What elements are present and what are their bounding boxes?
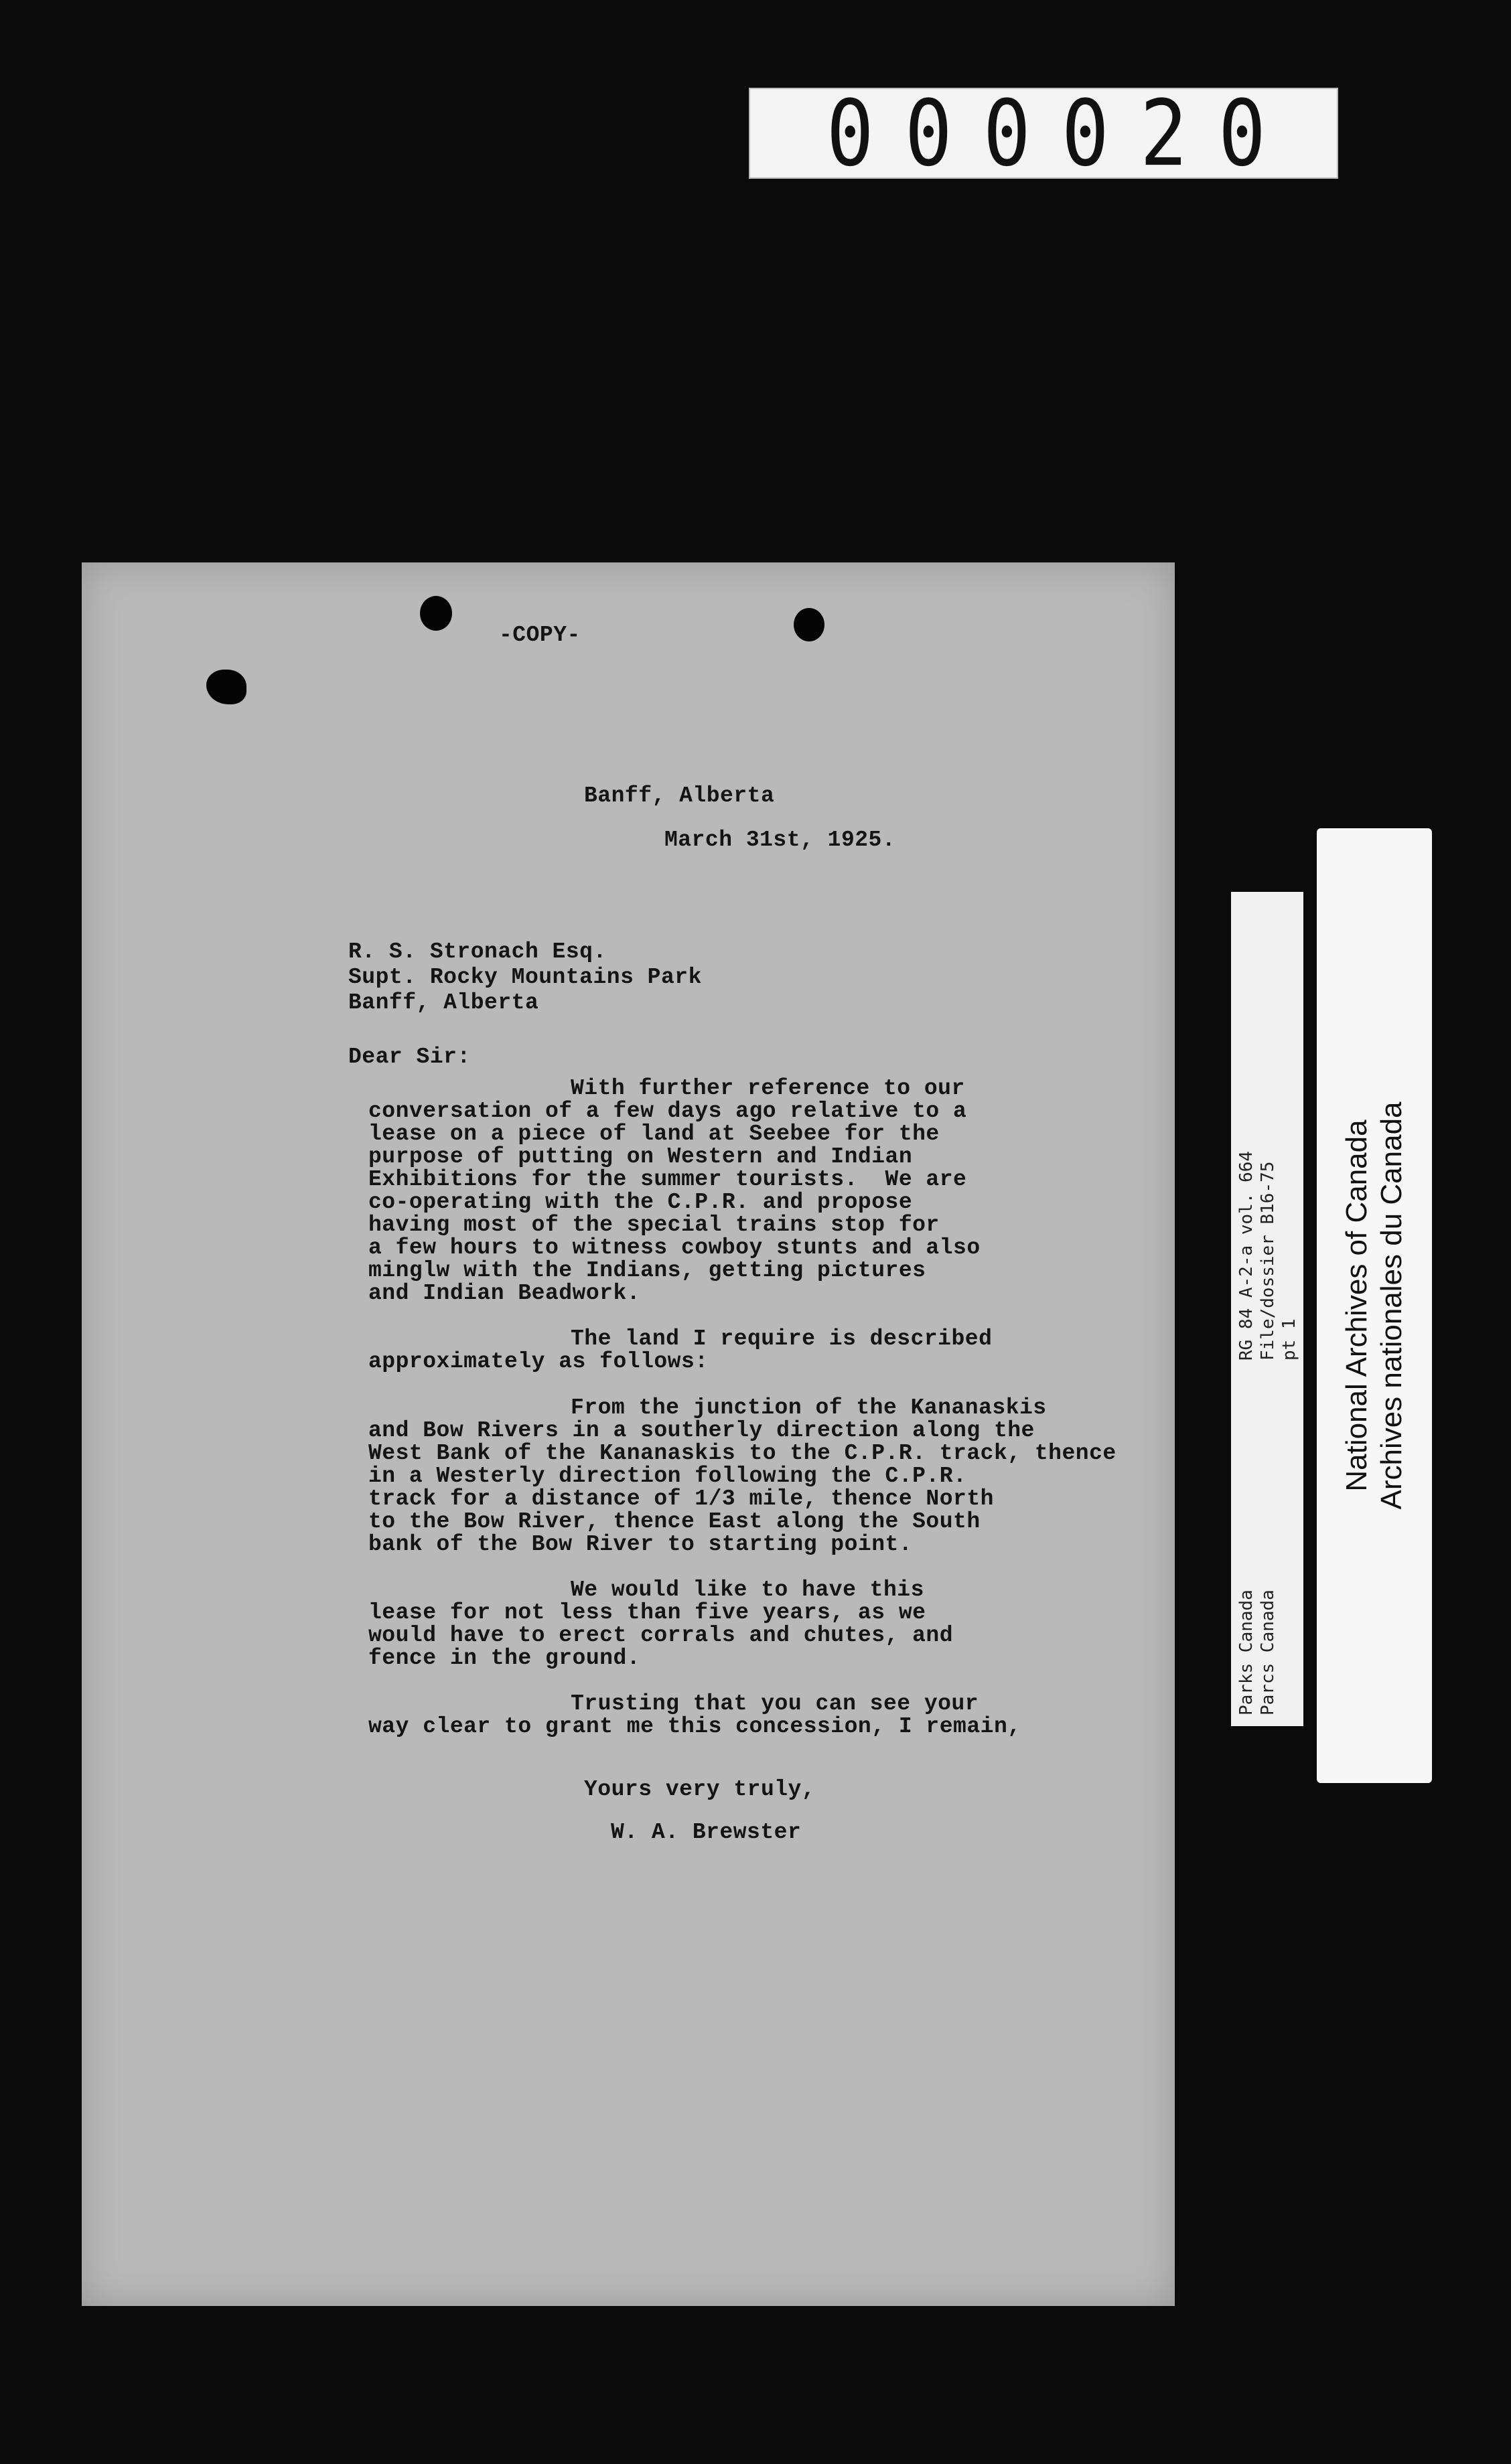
body-line: in a Westerly direction following the C.P.R. [368,1464,967,1488]
punch-hole-left [420,596,452,631]
body-line: fence in the ground. [368,1646,641,1671]
body-line: purpose of putting on Western and Indian [368,1144,913,1169]
body-line: minglw with the Indians, getting pictures [368,1258,926,1283]
body-line: would have to erect corrals and chutes, and [368,1623,954,1648]
recipient-line: Banff, Alberta [348,990,539,1015]
body-line: West Bank of the Kananaskis to the C.P.R. track, thence [368,1441,1117,1466]
ref-org-fr: Parcs Canada [1258,1590,1278,1715]
archive-name-en: National Archives of Canada [1340,1120,1373,1492]
body-line: bank of the Bow River to starting point. [368,1532,913,1557]
body-line: co-operating with the C.P.R. and propose [368,1190,913,1215]
body-line: The land I require is described [571,1326,993,1351]
body-line: lease for not less than five years, as we [368,1600,926,1625]
frame-number: 000020 [826,80,1297,187]
body-line: lease on a piece of land at Seebee for the [368,1122,940,1146]
body-line: a few hours to witness cowboy stunts and also [368,1235,981,1260]
letter-date: March 31st, 1925. [664,828,896,852]
body-line: approximately as follows: [368,1349,709,1374]
reference-slip [1231,892,1303,1726]
punch-hole-right [794,608,824,641]
body-line: Exhibitions for the summer tourists. We are [368,1167,967,1192]
ink-blot [206,670,246,704]
body-line: track for a distance of 1/3 mile, thence North [368,1486,994,1511]
letter-page [82,562,1175,2306]
ref-file: File/dossier B16-75 [1258,1161,1278,1361]
body-line: We would like to have this [571,1577,924,1602]
body-line: and Bow Rivers in a southerly direction along the [368,1418,1035,1443]
closing: Yours very truly, [584,1777,816,1802]
signature: W. A. Brewster [611,1820,802,1845]
body-line: way clear to grant me this concession, I remain, [368,1714,1021,1739]
body-line: having most of the special trains stop for [368,1213,940,1237]
recipient-line: Supt. Rocky Mountains Park [348,965,702,990]
frame-number-strip [749,80,1338,187]
body-line: From the junction of the Kananaskis [571,1395,1047,1420]
body-line: With further reference to our [571,1076,965,1101]
body-line: to the Bow River, thence East along the South [368,1509,981,1534]
body-line: and Indian Beadwork. [368,1281,641,1306]
archive-name-fr: Archives nationales du Canada [1375,1101,1408,1510]
ref-rg: RG 84 A-2-a vol. 664 [1236,1150,1256,1361]
ref-org-en: Parks Canada [1236,1590,1256,1715]
ref-part: pt 1 [1279,1318,1299,1361]
copy-header: -COPY- [499,623,581,647]
recipient-line: R. S. Stronach Esq. [348,939,607,964]
letter-place: Banff, Alberta [584,783,775,808]
body-line: Trusting that you can see your [571,1691,979,1716]
body-line: conversation of a few days ago relative to a [368,1099,967,1124]
salutation: Dear Sir: [348,1045,471,1069]
archive-label [1317,828,1432,1783]
